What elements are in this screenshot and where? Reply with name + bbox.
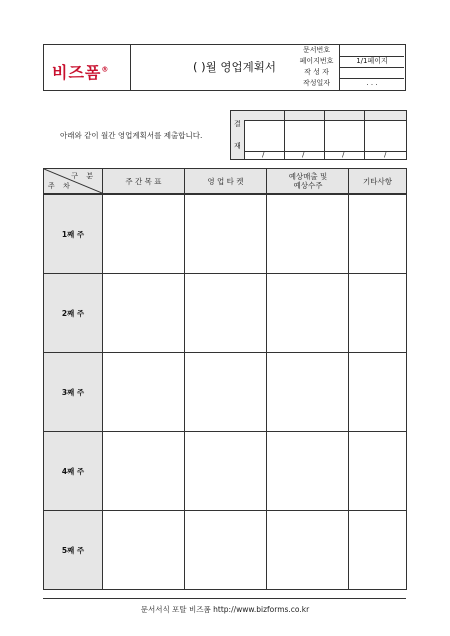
approval-label-top: 결 — [234, 120, 241, 128]
meta-label: 작성일자 — [294, 78, 340, 90]
header-sales-target: 영 업 타 켓 — [207, 176, 244, 186]
table-cell[interactable] — [349, 511, 406, 589]
corner-label-week: 주 차 — [48, 182, 73, 190]
approval-sign-slot-2[interactable] — [285, 121, 324, 150]
approval-date-slash: / — [384, 150, 387, 159]
table-cell[interactable] — [185, 274, 266, 352]
meta-label: 작 성 자 — [294, 67, 340, 78]
approval-date-slash: / — [342, 150, 345, 159]
footer-text: 문서서식 포탈 비즈폼 http://www.bizforms.co.kr — [140, 605, 310, 614]
table-cell[interactable] — [267, 432, 348, 510]
approval-label-bottom: 재 — [234, 142, 241, 150]
corner-label-category: 구 분 — [71, 172, 96, 180]
table-cell[interactable] — [185, 432, 266, 510]
table-header-row — [44, 169, 406, 195]
meta-label: 문서번호 — [294, 45, 340, 56]
approval-title-row — [244, 111, 406, 121]
approval-box — [230, 110, 407, 160]
approval-date-slash: / — [302, 150, 305, 159]
meta-value[interactable]: . . . — [366, 79, 378, 87]
approval-sign-slot-4[interactable] — [365, 121, 406, 150]
table-cell[interactable] — [103, 195, 184, 273]
logo-registered-mark: ® — [101, 65, 110, 74]
meta-value[interactable] — [340, 67, 404, 78]
table-cell[interactable] — [185, 353, 266, 431]
table-cell[interactable] — [267, 511, 348, 589]
approval-sign-slot-1[interactable] — [245, 121, 284, 150]
meta-value[interactable] — [340, 45, 404, 56]
footer-divider — [43, 598, 406, 599]
bizforms-logo — [52, 60, 109, 83]
logo-cell — [44, 45, 131, 90]
week-label-5: 5째 주 — [44, 511, 102, 589]
table-cell[interactable] — [185, 195, 266, 273]
meta-label: 페이지번호 — [294, 56, 340, 67]
document-title: ( )월 영업계획서 — [193, 60, 276, 74]
approval-side-label — [231, 111, 245, 159]
table-cell[interactable] — [267, 274, 348, 352]
table-cell[interactable] — [349, 432, 406, 510]
table-cell[interactable] — [103, 511, 184, 589]
logo-text: 비즈폼 — [52, 63, 102, 82]
corner-header-cell — [44, 169, 102, 193]
table-cell[interactable] — [103, 274, 184, 352]
meta-table — [294, 45, 405, 90]
table-cell[interactable] — [103, 353, 184, 431]
table-cell[interactable] — [349, 274, 406, 352]
meta-row-date — [294, 78, 404, 90]
header-weekly-goal: 주 간 목 표 — [125, 176, 162, 186]
table-cell[interactable] — [267, 353, 348, 431]
week-label-1: 1째 주 — [44, 195, 102, 273]
meta-value[interactable]: 1/1페이지 — [356, 57, 388, 65]
approval-sign-slot-3[interactable] — [325, 121, 364, 150]
table-cell[interactable] — [267, 195, 348, 273]
week-label-4: 4째 주 — [44, 432, 102, 510]
submission-notice: 아래와 같이 월간 영업계획서를 제출합니다. — [60, 131, 203, 140]
table-cell[interactable] — [185, 511, 266, 589]
approval-date-slash: / — [262, 150, 265, 159]
table-cell[interactable] — [103, 432, 184, 510]
week-label-3: 3째 주 — [44, 353, 102, 431]
table-cell[interactable] — [349, 195, 406, 273]
table-cell[interactable] — [349, 353, 406, 431]
week-label-2: 2째 주 — [44, 274, 102, 352]
weekly-plan-table — [43, 168, 407, 590]
header-expected-sales: 예상매출 및 예상수주 — [288, 172, 328, 190]
approval-date-row — [244, 151, 406, 160]
header-remarks: 기타사항 — [363, 176, 392, 186]
document-header — [43, 44, 406, 91]
